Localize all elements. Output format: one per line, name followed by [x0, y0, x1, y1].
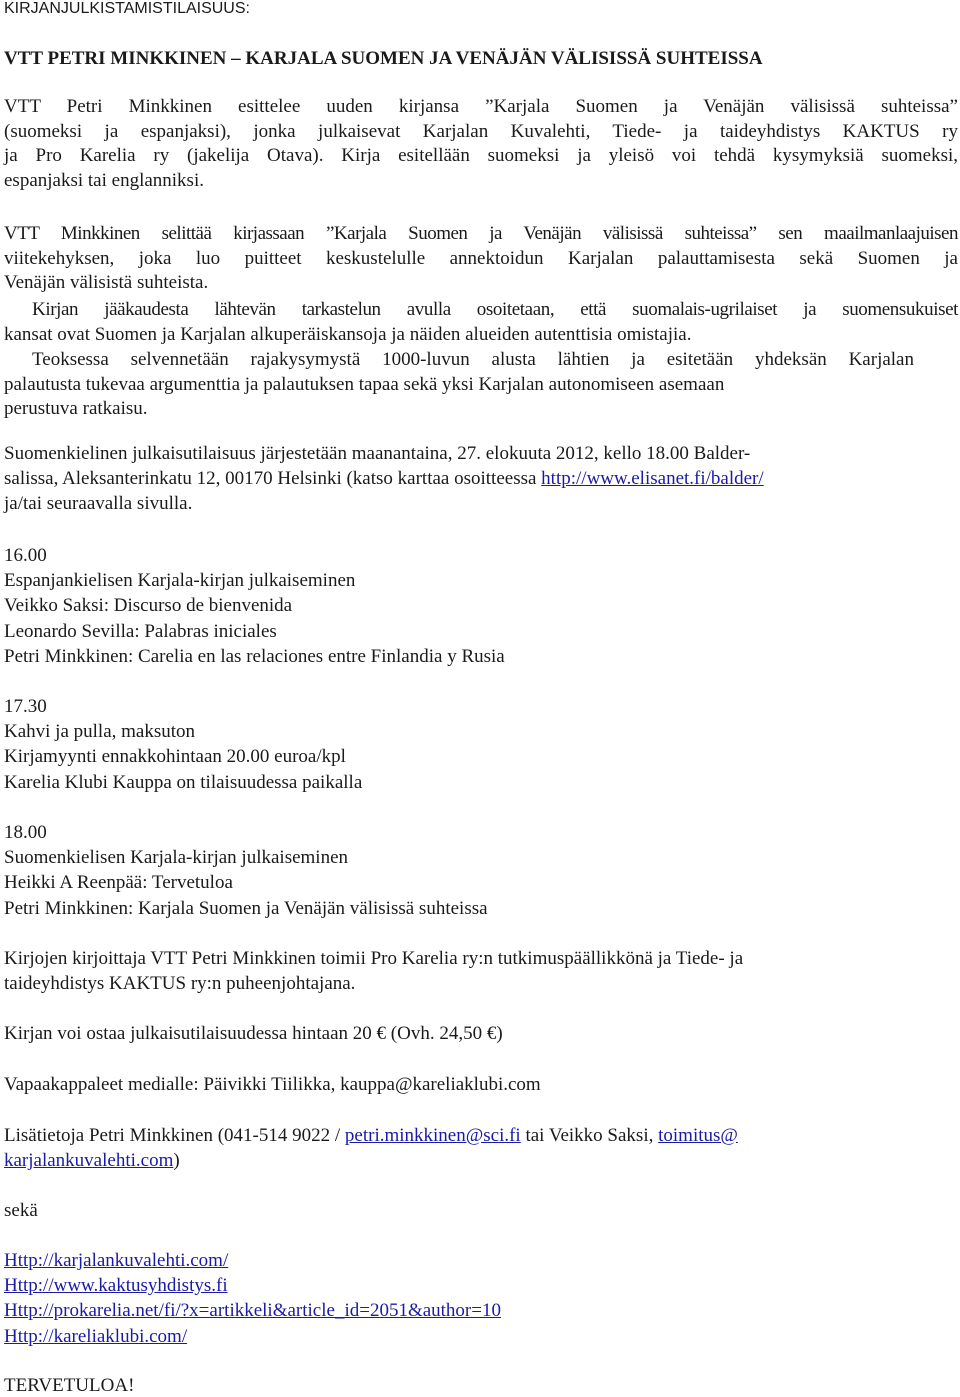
body-line: viitekehyksen, joka luo puitteet keskustelulle annektoidun Karjalan palauttamisesta sekä Suomen ja [4, 247, 958, 269]
price-line: Kirjan voi ostaa julkaisutilaisuudessa hintaan 20 € (Ovh. 24,50 €) [4, 1023, 503, 1044]
program-item: Heikki A Reenpää: Tervetuloa [4, 872, 233, 894]
program-item: Veikko Saksi: Discurso de bienvenida [4, 595, 293, 617]
body-line: VTT Minkkinen selittää kirjassaan ”Karjala Suomen ja Venäjän välisissä suhteissa” sen maailmanlaajuisen [4, 223, 958, 244]
intro-line: VTT Petri Minkkinen esittelee uuden kirjansa ”Karjala Suomen ja Venäjän välisissä suhteissa” [4, 96, 958, 117]
body-line: Teoksessa selvennetään rajakysymystä 1000-luvun alusta lähtien ja esitetään yhdeksän Karjalan [32, 349, 914, 370]
closing-text: TERVETULOA! [4, 1375, 135, 1396]
body-line: perustuva ratkaisu. [4, 398, 148, 419]
event-line [4, 466, 958, 491]
author-line: taideyhdistys KAKTUS ry:n puheenjohtajana. [4, 973, 356, 995]
saksi-email-link-part2[interactable]: karjalankuvalehti.com [4, 1150, 174, 1172]
program-item: Leonardo Sevilla: Palabras iniciales [4, 620, 277, 642]
contact-text: Lisätietoja Petri Minkkinen (041-514 9022 / [4, 1125, 345, 1146]
balder-map-link[interactable]: http://www.elisanet.fi/balder/ [541, 468, 764, 489]
kaktusyhdistys-link[interactable]: Http://www.kaktusyhdistys.fi [4, 1275, 228, 1297]
event-line: Suomenkielinen julkaisutilaisuus järjestetään maanantaina, 27. elokuuta 2012, kello 18.00 Balder- [4, 443, 751, 464]
program-item: Karelia Klubi Kauppa on tilaisuudessa paikalla [4, 771, 363, 793]
document-label: KIRJANJULKISTAMISTILAISUUS: [4, 0, 250, 17]
contact-line [4, 1148, 958, 1173]
program-item: Petri Minkkinen: Carelia en las relaciones entre Finlandia y Rusia [4, 645, 505, 667]
saksi-email-link-part1[interactable]: toimitus@ [658, 1125, 738, 1146]
author-note [4, 946, 958, 996]
program-item: Kirjamyynti ennakkohintaan 20.00 euroa/kpl [4, 746, 346, 768]
intro-line: ja Pro Karelia ry (jakelija Otava). Kirja esitellään suomeksi ja yleisö voi tehdä kysymyksiä suomeksi, [4, 145, 958, 167]
body-paragraph-2 [4, 298, 958, 347]
author-line: Kirjojen kirjoittaja VTT Petri Minkkinen toimii Pro Karelia ry:n tutkimuspäällikkönä ja Tiede- ja [4, 948, 744, 969]
intro-line: (suomeksi ja espanjaksi), jonka julkaisevat Karjalan Kuvalehti, Tiede- ja taideyhdistys KAKTUS ry [4, 120, 958, 142]
body-paragraph-1 [4, 222, 958, 296]
links-list [4, 1248, 958, 1349]
program-block-2 [4, 694, 958, 795]
body-line: palautusta tukevaa argumenttia ja palautuksen tapaa sekä yksi Karjalan autonomiseen asemaan [4, 373, 725, 395]
program-block-1 [4, 543, 958, 669]
program-item: Petri Minkkinen: Karjala Suomen ja Venäjän välisissä suhteissa [4, 897, 488, 919]
contact-line [4, 1123, 958, 1148]
event-paragraph [4, 441, 958, 516]
program-time: 17.30 [4, 696, 47, 717]
program-item: Espanjankielisen Karjala-kirjan julkaiseminen [4, 570, 356, 592]
event-line: ja/tai seuraavalla sivulla. [4, 493, 193, 514]
contact-text: tai Veikko Saksi, [520, 1125, 659, 1146]
contact-text: ) [173, 1150, 180, 1172]
press-line: Vapaakappaleet medialle: Päivikki Tiilikka, kauppa@kareliaklubi.com [4, 1074, 541, 1095]
body-line: kansat ovat Suomen ja Karjalan alkuperäiskansoja ja näiden alueiden autenttisia omistajia. [4, 323, 692, 345]
document-title: VTT PETRI MINKKINEN – KARJALA SUOMEN JA VENÄJÄN VÄLISISSÄ SUHTEISSA [4, 48, 763, 69]
karjalankuvalehti-link[interactable]: Http://karjalankuvalehti.com/ [4, 1250, 229, 1271]
minkkinen-email-link[interactable]: petri.minkkinen@sci.fi [344, 1125, 521, 1146]
kareliaklubi-link[interactable]: Http://kareliaklubi.com/ [4, 1325, 188, 1347]
intro-paragraph [4, 95, 958, 193]
program-block-3 [4, 820, 958, 921]
event-text: salissa, Aleksanterinkatu 12, 00170 Helsinki (katso karttaa osoitteessa [4, 468, 542, 489]
program-item: Kahvi ja pulla, maksuton [4, 721, 196, 743]
body-paragraph-3 [4, 348, 958, 422]
program-item: Suomenkielisen Karjala-kirjan julkaiseminen [4, 847, 349, 869]
program-time: 16.00 [4, 545, 47, 566]
contact-paragraph [4, 1123, 958, 1173]
program-time: 18.00 [4, 822, 47, 843]
prokarelia-link[interactable]: Http://prokarelia.net/fi/?x=artikkeli&article_id=2051&author=10 [4, 1300, 501, 1322]
intro-line: espanjaksi tai englanniksi. [4, 169, 204, 191]
body-line: Venäjän välisistä suhteista. [4, 272, 209, 293]
body-line: Kirjan jääkaudesta lähtevän tarkastelun avulla osoitetaan, että suomalais-ugrilaiset ja suomensukuiset [32, 299, 958, 320]
seka-text: sekä [4, 1200, 38, 1221]
